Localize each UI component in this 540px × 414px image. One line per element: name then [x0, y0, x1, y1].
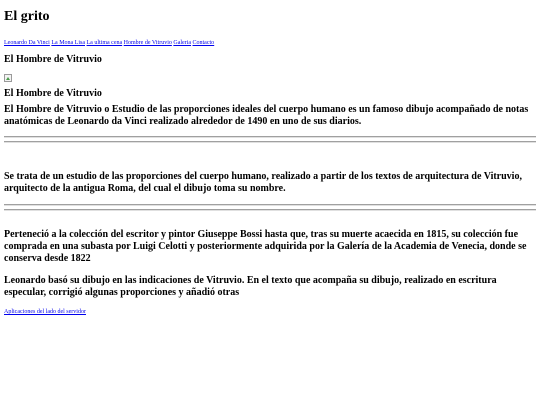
broken-image-icon: [4, 74, 12, 82]
paragraph-history: Perteneció a la colección del escritor y pintor Giuseppe Bossi hasta que, tras su muerte acaecida en 1815, su colección fue comprada en una subasta por Luigi Celotti y posteriormente adquirida por la Galería de la Academia de Venecia, donde se conserva desde 1822: [4, 229, 527, 264]
footer: [4, 308, 536, 316]
nav-link-leonardo[interactable]: Leonardo Da Vinci: [4, 40, 50, 46]
nav-link-contacto[interactable]: Contacto: [192, 40, 215, 46]
image-placeholder-glyph: [6, 77, 10, 80]
divider: [4, 141, 536, 143]
nav-link-galeria[interactable]: Galeria: [173, 40, 192, 46]
divider: [4, 136, 536, 138]
page-title: El grito: [4, 9, 50, 24]
divider: [4, 204, 536, 206]
section-subheading: El Hombre de Vitruvio: [4, 88, 102, 99]
paragraph-intro: El Hombre de Vitruvio o Estudio de las proporciones ideales del cuerpo humano es un famoso dibujo acompañado de notas anatómicas de Leonardo da Vinci realizado alrededor de 1490 en uno de sus diarios.: [4, 104, 529, 127]
paragraph-study: Se trata de un estudio de las proporciones del cuerpo humano, realizado a partir de los textos de arquitectura de Vitruvio, arquitecto de la antigua Roma, del cual el dibujo toma su nombre.: [4, 171, 522, 194]
paragraph-method: Leonardo basó su dibujo en las indicaciones de Vitruvio. En el texto que acompaña su dibujo, realizado en escritura especular, corrigió algunas proporciones y añadió otras: [4, 275, 497, 298]
nav-link-hombre-vitruvio[interactable]: Hombre de Vitruvio: [123, 40, 172, 46]
nav-link-mona-lisa[interactable]: La Mona Lisa: [51, 40, 86, 46]
top-nav: [4, 39, 536, 47]
section-heading: El Hombre de Vitruvio: [4, 54, 102, 65]
footer-link-server-apps[interactable]: Aplicaciones del lado del servidor: [4, 309, 86, 315]
nav-link-ultima-cena[interactable]: La ultima cena: [86, 40, 123, 46]
divider: [4, 209, 536, 211]
